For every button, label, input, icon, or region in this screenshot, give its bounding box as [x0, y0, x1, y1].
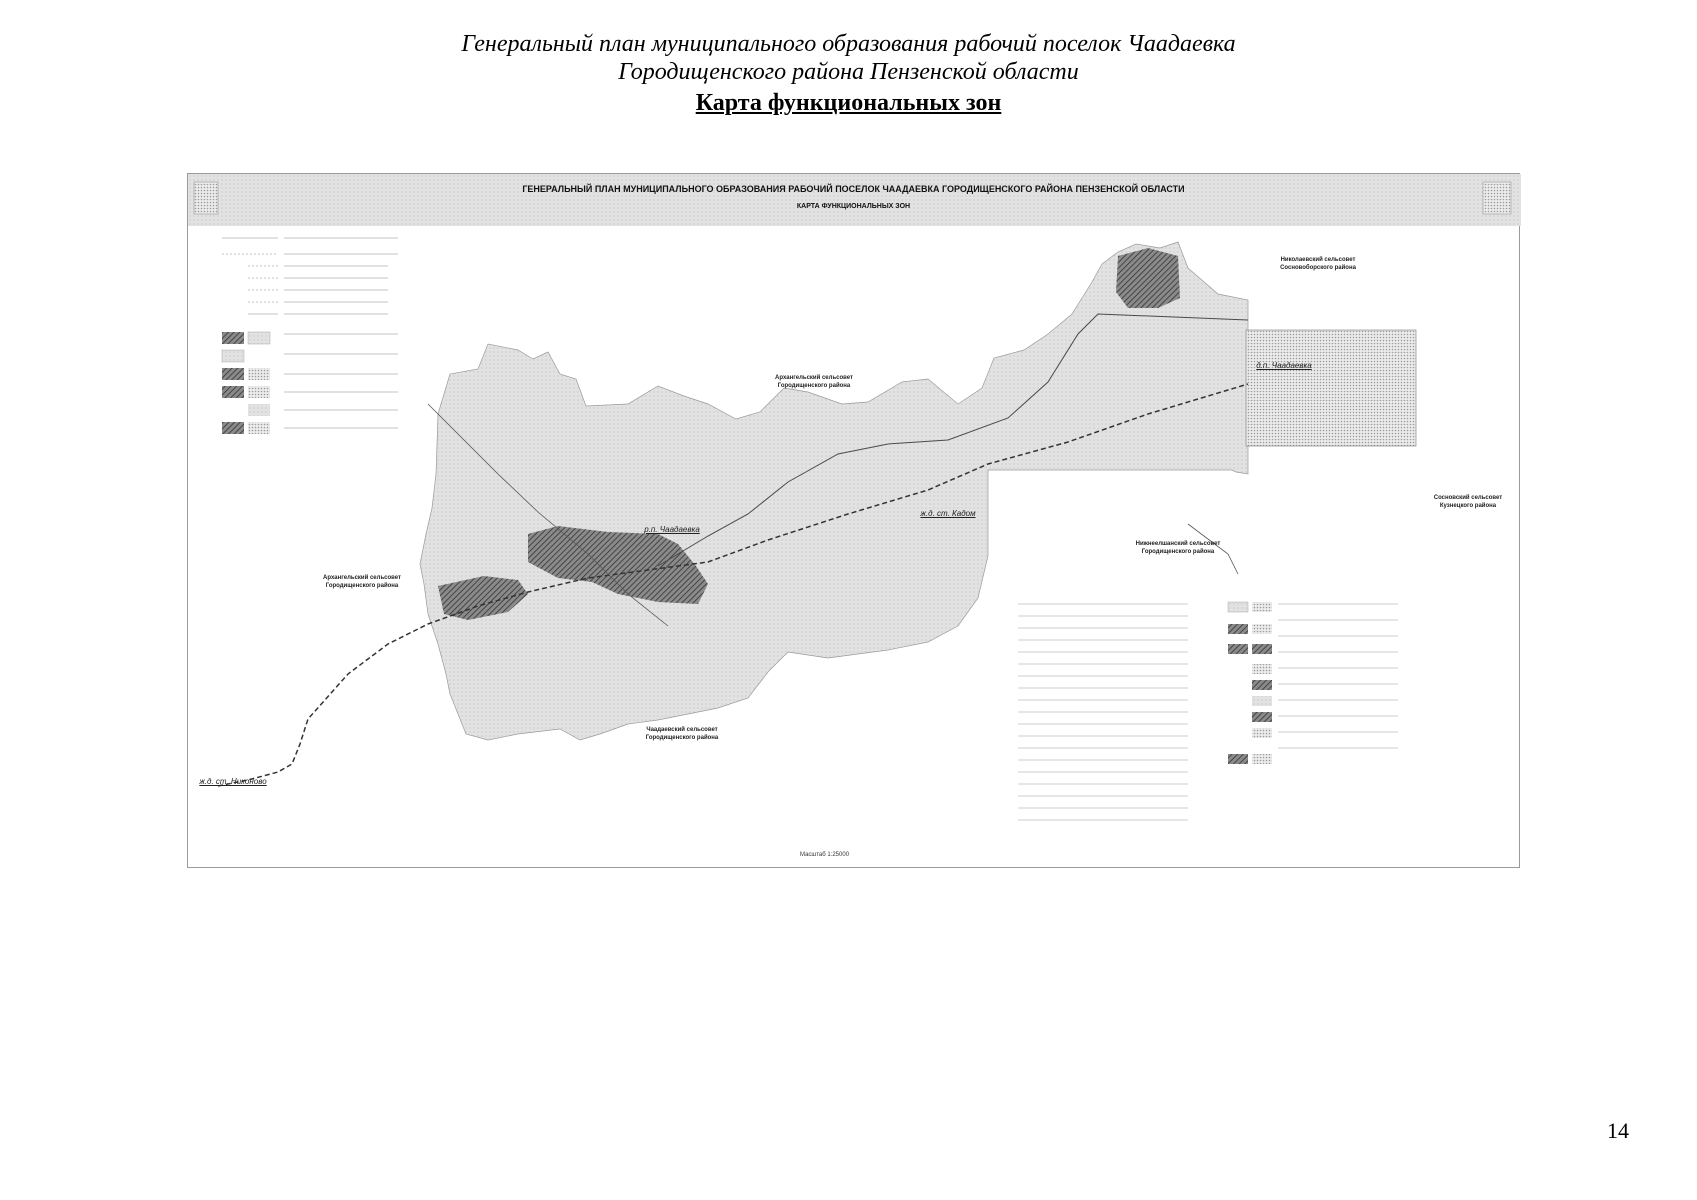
page-number: 14: [1607, 1118, 1629, 1143]
label-arkhangelsky-west: Архангельский сельсовет Городищенского района: [323, 575, 401, 589]
title-line-2: Городищенского района Пензенской области: [618, 59, 1079, 85]
legend-right-swatches: [1228, 602, 1272, 764]
map-scale: Масштаб 1:25000: [800, 852, 850, 858]
label-station-kadom: ж.д. ст. Кадом: [920, 509, 976, 518]
label-station-nikonovo: ж.д. ст. Никоново: [199, 777, 267, 786]
document-title: [0, 30, 1697, 117]
label-arkhangelsky-north: Архангельский сельсовет Городищенского района: [775, 375, 853, 389]
label-nikolaevsky: Николаевский сельсовет Сосновоборского района: [1280, 257, 1356, 271]
label-nizhneelshansky: Нижнеелшанский сельсовет Городищенского района: [1135, 541, 1221, 555]
legend-right-lines: [1018, 604, 1398, 820]
label-sosnovsky: Сосновский сельсовет Кузнецкого района: [1433, 495, 1503, 509]
map-header-subtitle: КАРТА ФУНКЦИОНАЛЬНЫХ ЗОН: [796, 203, 911, 210]
label-settlement-center: р.п. Чаадаевка: [644, 525, 700, 534]
legend-left: [222, 332, 270, 434]
map-sheet: [187, 173, 1520, 868]
map-graphics: [188, 174, 1521, 869]
zone-east: [1246, 330, 1416, 446]
territory-main: [420, 242, 1248, 740]
map-header-title: ГЕНЕРАЛЬНЫЙ ПЛАН МУНИЦИПАЛЬНОГО ОБРАЗОВАНИЯ РАБОЧИЙ ПОСЕЛОК ЧААДАЕВКА ГОРОДИЩЕНСКОГО РАЙОНА ПЕНЗЕНСКОЙ ОБЛАСТИ: [522, 184, 1185, 194]
zone-north-dense: [1116, 248, 1180, 308]
document-subtitle: Карта функциональных зон: [695, 90, 1002, 116]
title-line-1: Генеральный план муниципального образования рабочий поселок Чаадаевка: [461, 31, 1236, 57]
map-header-band: [188, 174, 1521, 226]
label-chaadaevsky: Чаадаевский сельсовет Городищенского района: [645, 727, 719, 741]
label-settlement-east: д.п. Чаадаевка: [1256, 361, 1312, 370]
